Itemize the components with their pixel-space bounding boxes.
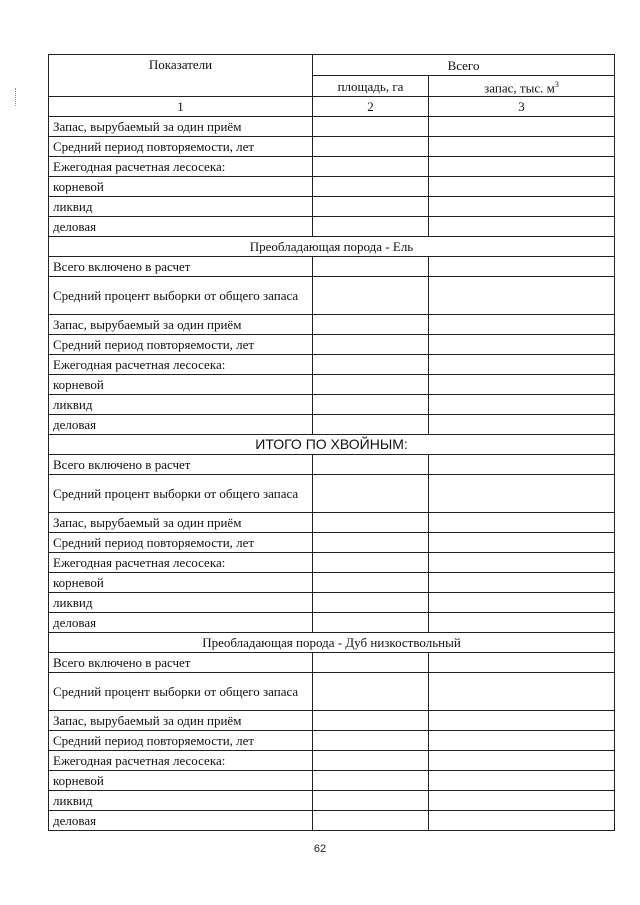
row-label: ликвид	[49, 593, 313, 613]
row-label: Запас, вырубаемый за один приём	[49, 711, 313, 731]
table-row	[49, 791, 615, 811]
table-row	[49, 533, 615, 553]
table-row	[49, 375, 615, 395]
row-label: ликвид	[49, 395, 313, 415]
row-label: Средний процент выборки от общего запаса	[49, 673, 313, 711]
table-row	[49, 771, 615, 791]
table-row	[49, 553, 615, 573]
header-area: площадь, га	[313, 76, 429, 97]
table-row	[49, 673, 615, 711]
row-label: Ежегодная расчетная лесосека:	[49, 553, 313, 573]
row-label: Средний период повторяемости, лет	[49, 533, 313, 553]
header-row	[49, 55, 615, 76]
column-number: 3	[429, 97, 615, 117]
table-row	[49, 335, 615, 355]
column-numbers-row	[49, 97, 615, 117]
table-row	[49, 355, 615, 375]
row-label: Запас, вырубаемый за один приём	[49, 513, 313, 533]
section-row	[49, 237, 615, 257]
row-label: Средний период повторяемости, лет	[49, 137, 313, 157]
row-label: Всего включено в расчет	[49, 653, 313, 673]
table-row	[49, 395, 615, 415]
row-label: ликвид	[49, 791, 313, 811]
header-total: Всего	[313, 55, 615, 76]
page-number: 62	[313, 843, 327, 855]
table-row	[49, 653, 615, 673]
column-number: 2	[313, 97, 429, 117]
row-label: Запас, вырубаемый за один приём	[49, 315, 313, 335]
row-label: корневой	[49, 375, 313, 395]
table-row	[49, 731, 615, 751]
table-row	[49, 217, 615, 237]
row-label: деловая	[49, 217, 313, 237]
table-row	[49, 257, 615, 277]
header-volume-sup: 3	[554, 79, 559, 89]
table-row	[49, 177, 615, 197]
table-row	[49, 751, 615, 771]
row-label: корневой	[49, 771, 313, 791]
table-row	[49, 277, 615, 315]
row-label: деловая	[49, 415, 313, 435]
table-row	[49, 197, 615, 217]
table-row	[49, 157, 615, 177]
table-row	[49, 455, 615, 475]
table-row	[49, 475, 615, 513]
row-label: Всего включено в расчет	[49, 257, 313, 277]
section-row	[49, 435, 615, 455]
row-label: Ежегодная расчетная лесосека:	[49, 355, 313, 375]
row-label: Ежегодная расчетная лесосека:	[49, 751, 313, 771]
table-row	[49, 811, 615, 831]
row-label: деловая	[49, 811, 313, 831]
table-row	[49, 415, 615, 435]
row-label: Средний период повторяемости, лет	[49, 731, 313, 751]
table-row	[49, 593, 615, 613]
allowable-cut-table	[48, 54, 615, 831]
section-title-oak: Преобладающая порода - Дуб низкоствольный	[49, 633, 615, 653]
row-label: Средний процент выборки от общего запаса	[49, 277, 313, 315]
row-label: ликвид	[49, 197, 313, 217]
table-row	[49, 513, 615, 533]
table-row	[49, 315, 615, 335]
table-row	[49, 117, 615, 137]
section-title-spruce: Преобладающая порода - Ель	[49, 237, 615, 257]
table-row	[49, 137, 615, 157]
section-title-conifer-total: ИТОГО ПО ХВОЙНЫМ:	[49, 435, 615, 455]
table-row	[49, 711, 615, 731]
row-label: Запас, вырубаемый за один приём	[49, 117, 313, 137]
row-label: Средний процент выборки от общего запаса	[49, 475, 313, 513]
table-row	[49, 573, 615, 593]
header-volume-text: запас, тыс. м	[484, 80, 555, 96]
row-label: корневой	[49, 573, 313, 593]
header-volume	[429, 76, 615, 97]
row-label: Ежегодная расчетная лесосека:	[49, 157, 313, 177]
row-label: деловая	[49, 613, 313, 633]
row-label: Всего включено в расчет	[49, 455, 313, 475]
scan-mark	[15, 88, 18, 106]
column-number: 1	[49, 97, 313, 117]
section-row	[49, 633, 615, 653]
header-indicator: Показатели	[49, 55, 313, 97]
table-row	[49, 613, 615, 633]
row-label: корневой	[49, 177, 313, 197]
row-label: Средний период повторяемости, лет	[49, 335, 313, 355]
